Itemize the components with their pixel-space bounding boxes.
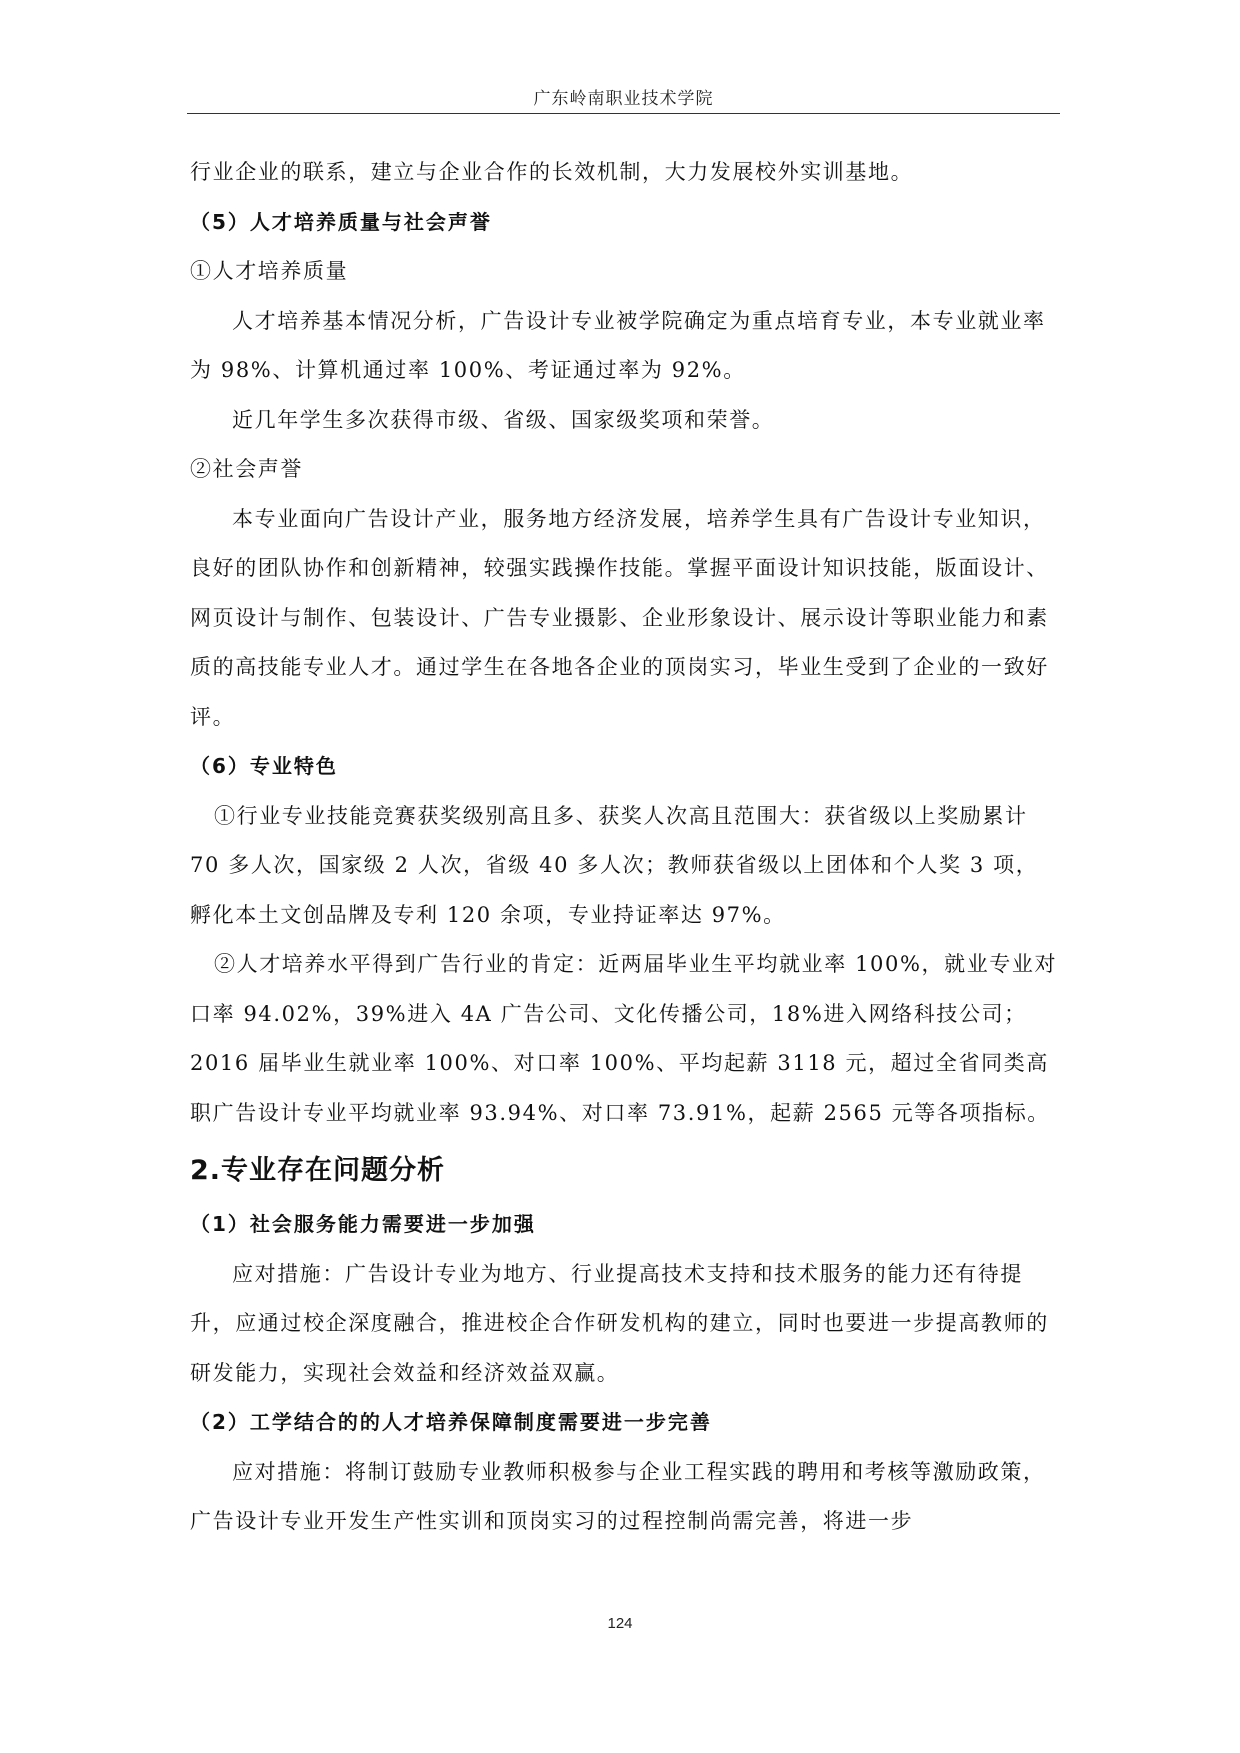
section-heading: （2）工学结合的的人才培养保障制度需要进一步完善 xyxy=(190,1410,712,1434)
paragraph: 应对措施：将制订鼓励专业教师积极参与企业工程实践的聘用和考核等激励政策，广告设计专业开发生产性实训和顶岗实习的过程控制尚需完善，将进一步 xyxy=(190,1459,1046,1533)
subsection-heading: ①人才培养质量 xyxy=(190,259,349,283)
section-heading: （5）人才培养质量与社会声誉 xyxy=(190,209,492,234)
header-divider xyxy=(187,113,1060,114)
paragraph: 人才培养基本情况分析，广告设计专业被学院确定为重点培育专业，本专业就业率为 98%、计算机通过率 100%、考证通过率为 92%。 xyxy=(190,308,1046,382)
paragraph: 应对措施：广告设计专业为地方、行业提高技术支持和技术服务的能力还有待提升，应通过校企深度融合，推进校企合作研发机构的建立，同时也要进一步提高教师的研发能力，实现社会效益和经济效益双赢。 xyxy=(190,1261,1049,1385)
paragraph: 本专业面向广告设计产业，服务地方经济发展，培养学生具有广告设计专业知识，良好的团队协作和创新精神，较强实践操作技能。掌握平面设计知识技能，版面设计、网页设计与制作、包装设计、广告专业摄影、企业形象设计、展示设计等职业能力和素质的高技能专业人才。通过学生在各地各企业的顶岗实习，毕业生受到了企业的一致好评。 xyxy=(190,506,1049,729)
page-header-title: 广东岭南职业技术学院 xyxy=(533,89,714,109)
chapter-heading: 2.专业存在问题分析 xyxy=(190,1155,446,1186)
paragraph: 行业企业的联系，建立与企业合作的长效机制，大力发展校外实训基地。 xyxy=(190,160,914,184)
document-body xyxy=(190,148,1058,1547)
paragraph: ②人才培养水平得到广告行业的肯定：近两届毕业生平均就业率 100%，就业专业对口率 94.02%，39%进入 4A 广告公司、文化传播公司，18%进入网络科技公司；2016 届毕业生就业率 100%、对口率 100%、平均起薪 3118 元，超过全省同类高职广告设计专业平均就业率 93.94%、对口率 73.91%，起薪 2565 元等各项指标。 xyxy=(190,952,1058,1125)
page-number: 124 xyxy=(607,1615,633,1632)
section-heading: （1）社会服务能力需要进一步加强 xyxy=(190,1212,536,1236)
section-heading: （6）专业特色 xyxy=(190,754,338,778)
paragraph: ①行业专业技能竞赛获奖级别高且多、获奖人次高且范围大：获省级以上奖励累计 70 多人次，国家级 2 人次，省级 40 多人次；教师获省级以上团体和个人奖 3 项，孵化本土文创品牌及专利 120 余项，专业持证率达 97%。 xyxy=(190,803,1039,927)
subsection-heading: ②社会声誉 xyxy=(190,457,303,481)
paragraph: 近几年学生多次获得市级、省级、国家级奖项和荣誉。 xyxy=(232,407,775,432)
